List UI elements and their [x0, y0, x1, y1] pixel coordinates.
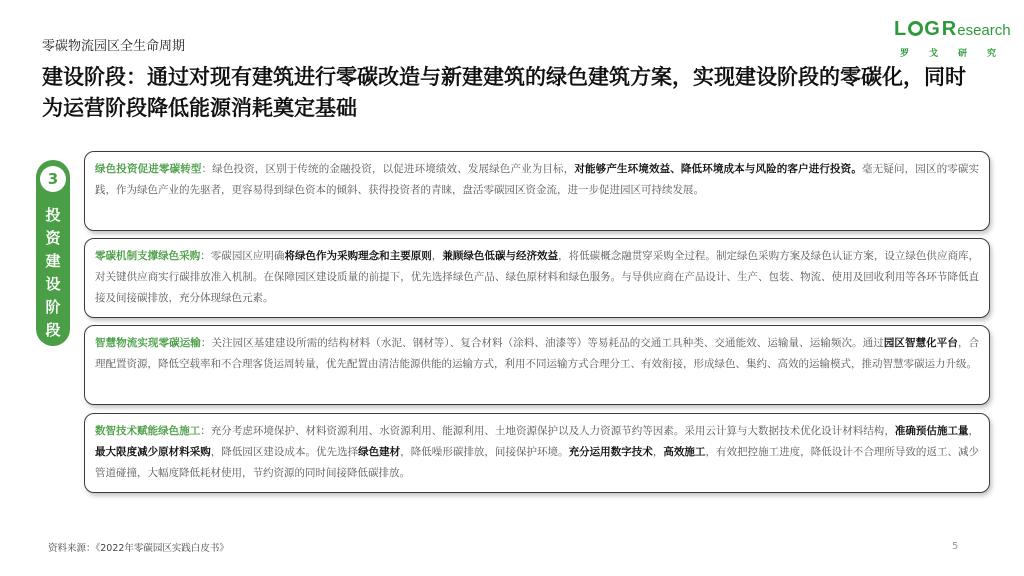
card-heading: 智慧物流实现零碳运输: [95, 337, 201, 349]
page-number: 5: [952, 541, 959, 552]
logo-cn-text: 罗 戈 研 究: [900, 49, 996, 59]
card-heading: 零碳机制支撑绿色采购: [95, 250, 201, 262]
card-smart-logistics: 智慧物流实现零碳运输：关注园区基建建设所需的结构材料（水泥、钢材等）、复合材料（涂料、油漆等）等易耗品的交通工具种类、交通能效、运输量、运输频次。通过园区智慧化平台，合理配置资源，降低空载率和不合理客货运周转量，优先配置由清洁能源供能的运输方式，利用不同运输方式合理分工、有效衔接，形成绿色、集约、高效的运输模式，推动智慧零碳运力升级。: [84, 325, 990, 405]
stage-label-char: 投: [45, 206, 61, 224]
stage-label-char: 设: [45, 275, 61, 293]
stage-tab: [36, 160, 70, 346]
card-green-investment: 绿色投资促进零碳转型：绿色投资，区别于传统的金融投资，以促进环境绩效、发展绿色产业为目标，对能够产生环境效益、降低环境成本与风险的客户进行投资。毫无疑问，园区的零碳实践，作为绿色产业的先驱者，更容易得到绿色资本的倾斜、获得投资者的青睐，盘活零碳园区资金流，进一步促进园区可持续发展。: [84, 151, 990, 231]
stage-label: [36, 204, 70, 342]
stage-number-badge: 3: [40, 166, 66, 192]
logo-wordmark: L GResearch: [894, 18, 1011, 40]
card-heading: 绿色投资促进零碳转型: [95, 163, 202, 175]
stage-label-char: 阶: [45, 298, 61, 316]
stage-label-char: 建: [45, 252, 61, 270]
section-subtitle: 零碳物流园区全生命周期: [42, 39, 186, 54]
source-citation: 资料来源：《2022年零碳园区实践白皮书》: [48, 543, 229, 554]
page-title: 建设阶段：通过对现有建筑进行零碳改造与新建建筑的绿色建筑方案，实现建设阶段的零碳化，同时为运营阶段降低能源消耗奠定基础: [42, 65, 966, 120]
logr-logo: [888, 16, 1011, 68]
card-green-procurement: 零碳机制支撑绿色采购：零碳园区应明确将绿色作为采购理念和主要原则，兼顾绿色低碳与经济效益，将低碳概念融贯穿采购全过程。制定绿色采购方案及绿色认证方案，设立绿色供应商库，对关键供应商实行碳排放准入机制。在保障园区建设质量的前提下，优先选择绿色产品、绿色原材料和绿色服务。与导供应商在产品设计、生产、包装、物流、使用及回收利用等各环节降低直接及间接碳排放，充分体现绿色元素。: [84, 238, 990, 318]
card-digital-construction: 数智技术赋能绿色施工：充分考虑环境保护、材料资源利用、水资源利用、能源利用、土地资源保护以及人力资源节约等因素。采用云计算与大数据技术优化设计材料结构，准确预估施工量，最大限度减少原材料采购，降低园区建设成本。优先选择绿色建材，降低噪形碳排放，间接保护环境。充分运用数字技术，高效施工，有效把控施工进度，降低设计不合理所导致的返工、减少管道碰撞，大幅度降低耗材使用，节约资源的同时间接降低碳排放。: [84, 413, 990, 493]
stage-label-char: 段: [45, 321, 61, 339]
stage-label-char: 资: [45, 229, 61, 247]
card-heading: 数智技术赋能绿色施工: [95, 425, 201, 437]
